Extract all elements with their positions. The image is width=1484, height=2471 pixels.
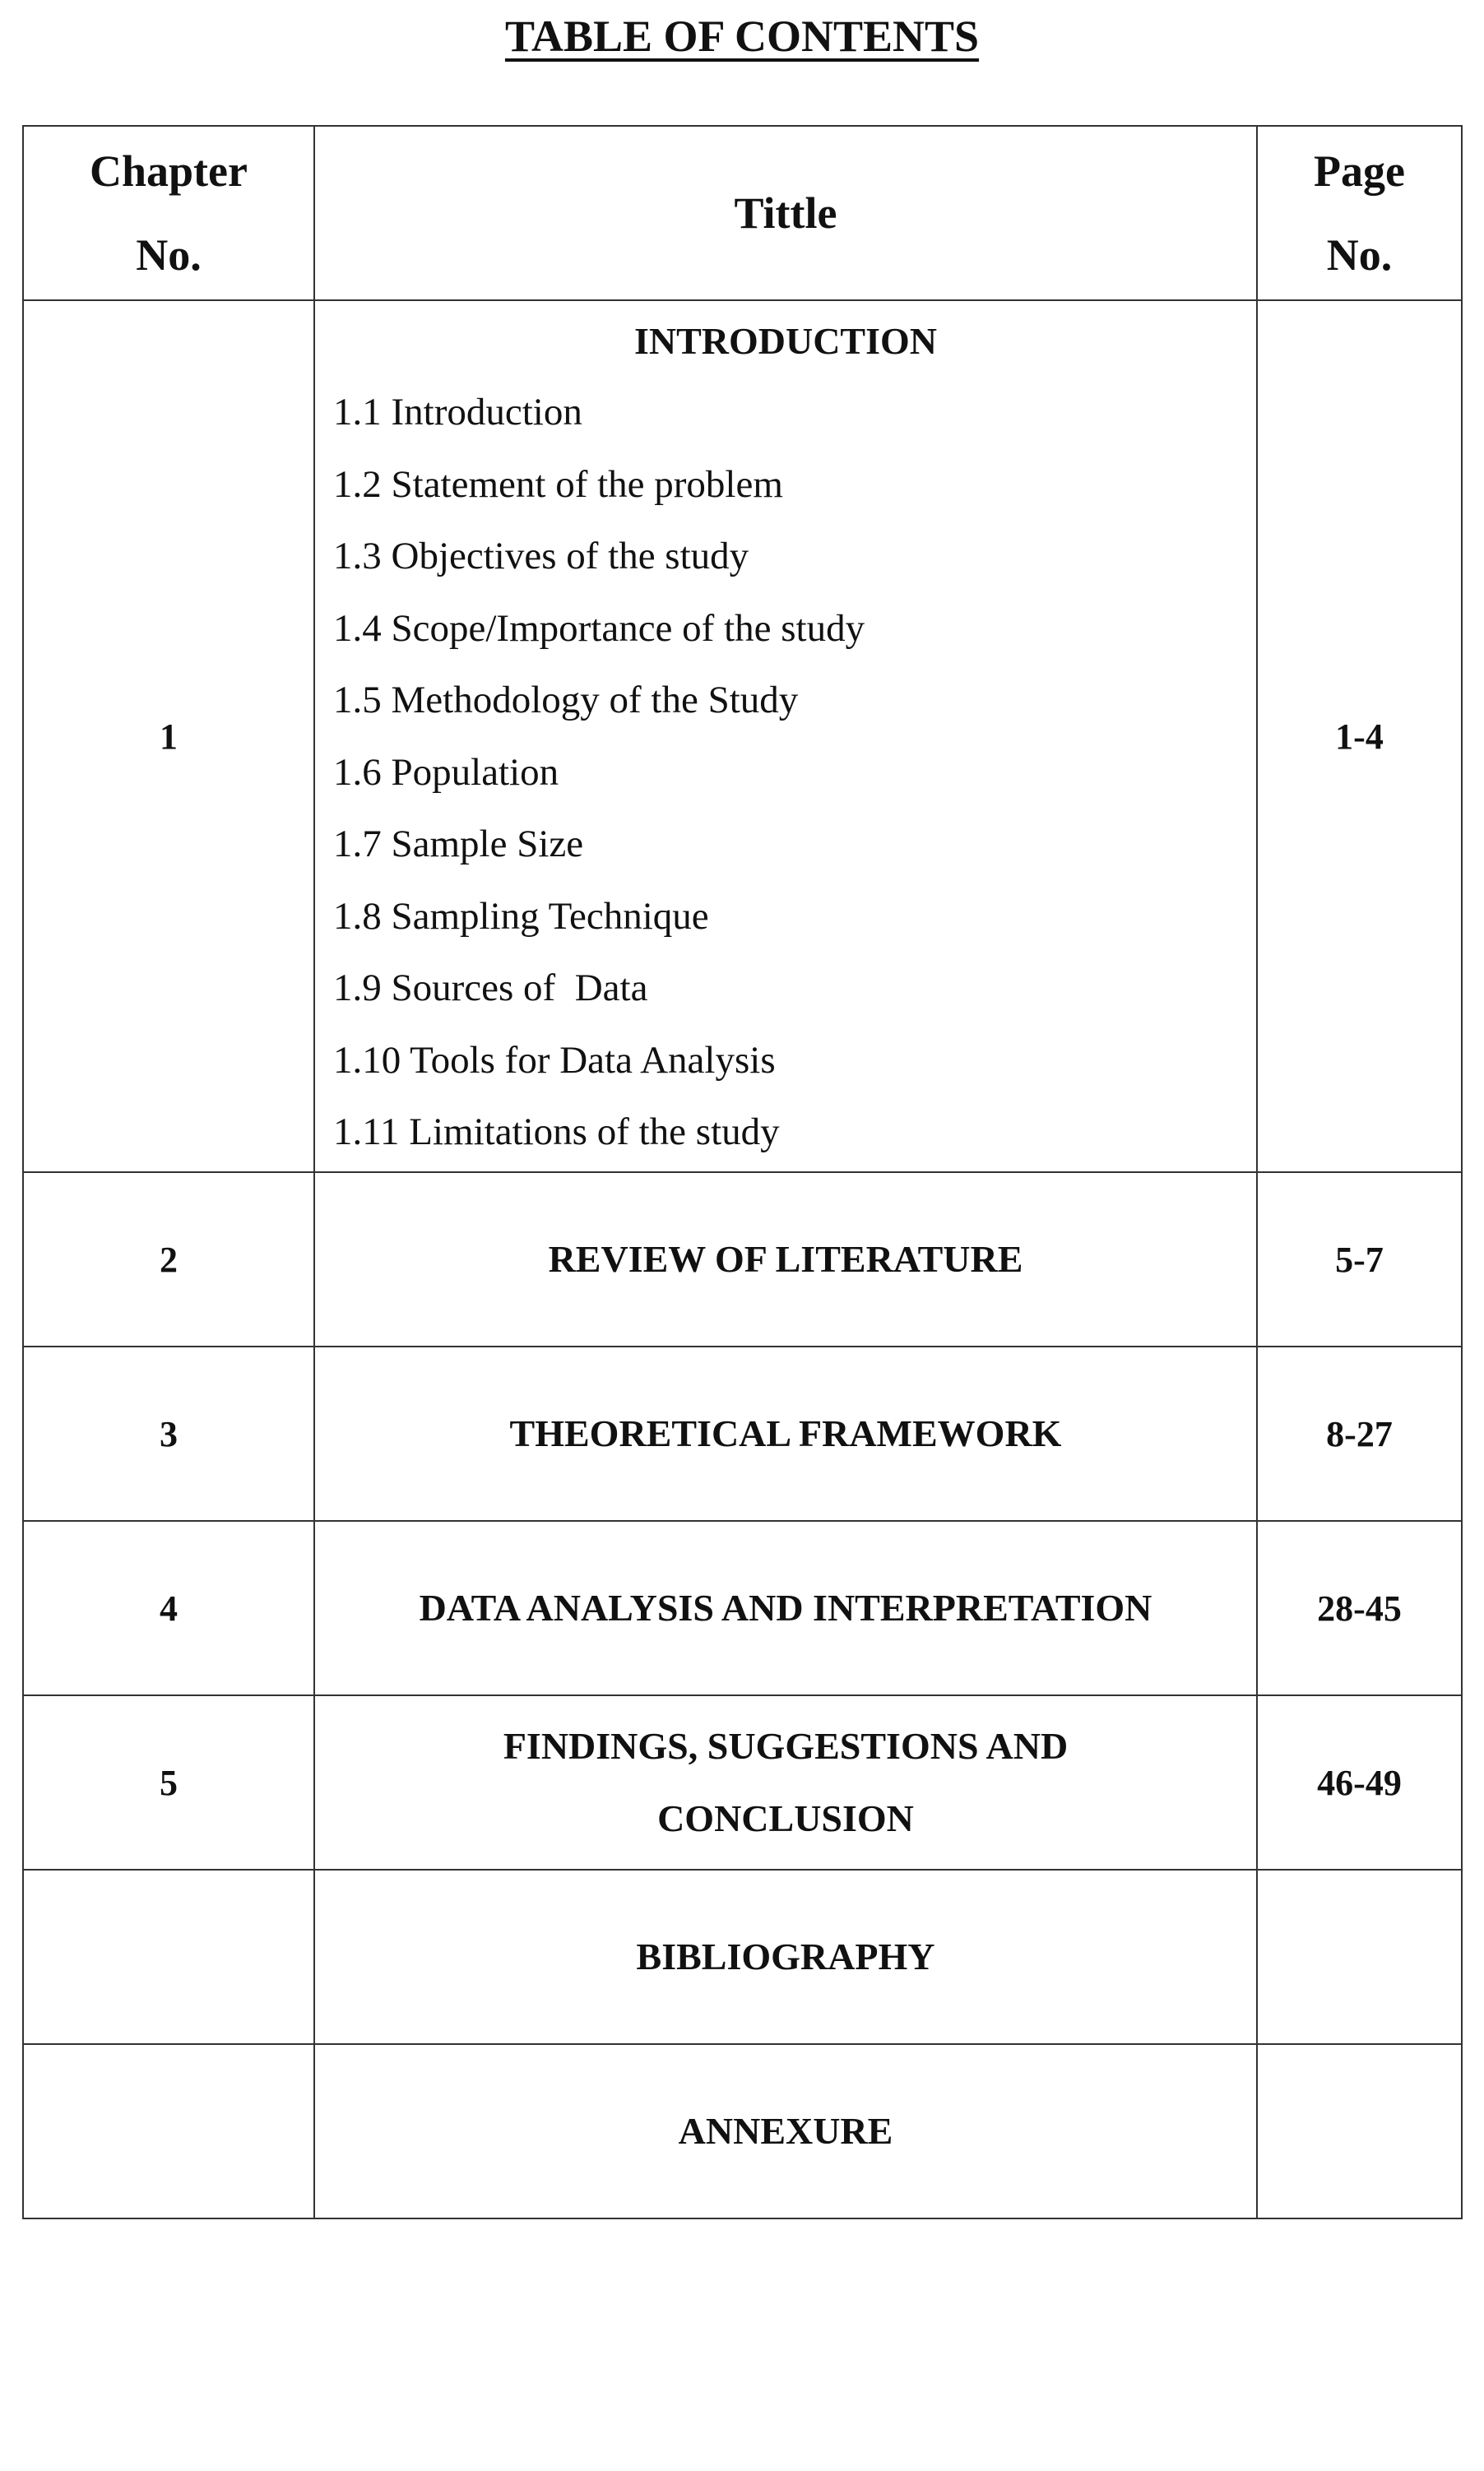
page-title: TABLE OF CONTENTS xyxy=(504,12,980,61)
subsection-item: 1.7 Sample Size xyxy=(333,823,584,865)
subsection-item: 1.10 Tools for Data Analysis xyxy=(333,1038,776,1082)
subsection-item: 1.1 Introduction xyxy=(333,391,582,433)
table-row-chapter-1 xyxy=(23,300,1462,1172)
table-row xyxy=(23,2044,1462,2218)
chapter-title-cell xyxy=(314,1172,1257,1347)
page-range: 5-7 xyxy=(1257,1172,1462,1347)
chapter-title-line: CONCLUSION xyxy=(657,1797,914,1839)
page-range xyxy=(1257,2044,1462,2218)
chapter-title-cell xyxy=(314,300,1257,1172)
table-row xyxy=(23,1521,1462,1695)
subsection-item: 1.5 Methodology of the Study xyxy=(333,679,799,721)
chapter-title xyxy=(315,2095,1256,2167)
subsection-list xyxy=(315,377,1256,1169)
chapter-rows xyxy=(23,1172,1462,2218)
chapter-title-cell xyxy=(314,2044,1257,2218)
chapter-number: 2 xyxy=(23,1172,314,1347)
title-header xyxy=(314,126,1257,300)
chapter-header-line-1: Chapter xyxy=(90,146,248,196)
chapter-title xyxy=(315,1398,1256,1470)
chapter-header-line-2: No. xyxy=(136,230,202,280)
chapter-title-cell xyxy=(314,1521,1257,1695)
subsection-item: 1.4 Scope/Importance of the study xyxy=(333,606,865,650)
chapter-number: 1 xyxy=(23,300,314,1172)
chapter-number: 4 xyxy=(23,1521,314,1695)
page-range: 8-27 xyxy=(1257,1347,1462,1521)
subsection-item: 1.6 Population xyxy=(333,750,559,794)
contents-table xyxy=(22,125,1463,2219)
page-header xyxy=(1257,126,1462,300)
page-range xyxy=(1257,1870,1462,2044)
table-row xyxy=(23,1172,1462,1347)
subsection-item: 1.3 Objectives of the study xyxy=(333,535,749,577)
chapter-title xyxy=(315,1921,1256,1993)
chapter-title-line: ANNEXURE xyxy=(678,2110,893,2152)
chapter-title-cell xyxy=(314,1695,1257,1870)
title-header-text: Tittle xyxy=(734,188,837,238)
chapter-title-line: FINDINGS, SUGGESTIONS AND xyxy=(503,1725,1069,1767)
table-row xyxy=(23,1870,1462,2044)
table-row xyxy=(23,1695,1462,1870)
chapter-title-cell xyxy=(314,1347,1257,1521)
page-range: 28-45 xyxy=(1257,1521,1462,1695)
subsection-item: 1.2 Statement of the problem xyxy=(333,462,783,506)
chapter-title-line: DATA ANALYSIS AND INTERPRETATION xyxy=(419,1587,1152,1629)
chapter-number: 3 xyxy=(23,1347,314,1521)
chapter-number xyxy=(23,1870,314,2044)
subsection-item: 1.9 Sources of Data xyxy=(333,967,648,1009)
subsection-item: 1.8 Sampling Technique xyxy=(333,894,709,938)
subsection-item: 1.11 Limitations of the study xyxy=(333,1110,780,1153)
chapter-heading: INTRODUCTION xyxy=(633,320,938,362)
page-header-line-2: No. xyxy=(1326,230,1393,280)
chapter-title xyxy=(315,1572,1256,1644)
chapter-title-line: THEORETICAL FRAMEWORK xyxy=(509,1412,1062,1454)
chapter-number xyxy=(23,2044,314,2218)
table-row xyxy=(23,1347,1462,1521)
chapter-title xyxy=(315,1223,1256,1296)
header-row xyxy=(23,126,1462,300)
chapter-title-cell xyxy=(314,1870,1257,2044)
chapter-title-line: BIBLIOGRAPHY xyxy=(636,1936,935,1977)
chapter-header xyxy=(23,126,314,300)
chapter-number: 5 xyxy=(23,1695,314,1870)
chapter-title xyxy=(315,1710,1256,1855)
page-range: 1-4 xyxy=(1257,300,1462,1172)
chapter-title-line: REVIEW OF LITERATURE xyxy=(548,1238,1023,1280)
page-range: 46-49 xyxy=(1257,1695,1462,1870)
page-header-line-1: Page xyxy=(1314,146,1405,196)
